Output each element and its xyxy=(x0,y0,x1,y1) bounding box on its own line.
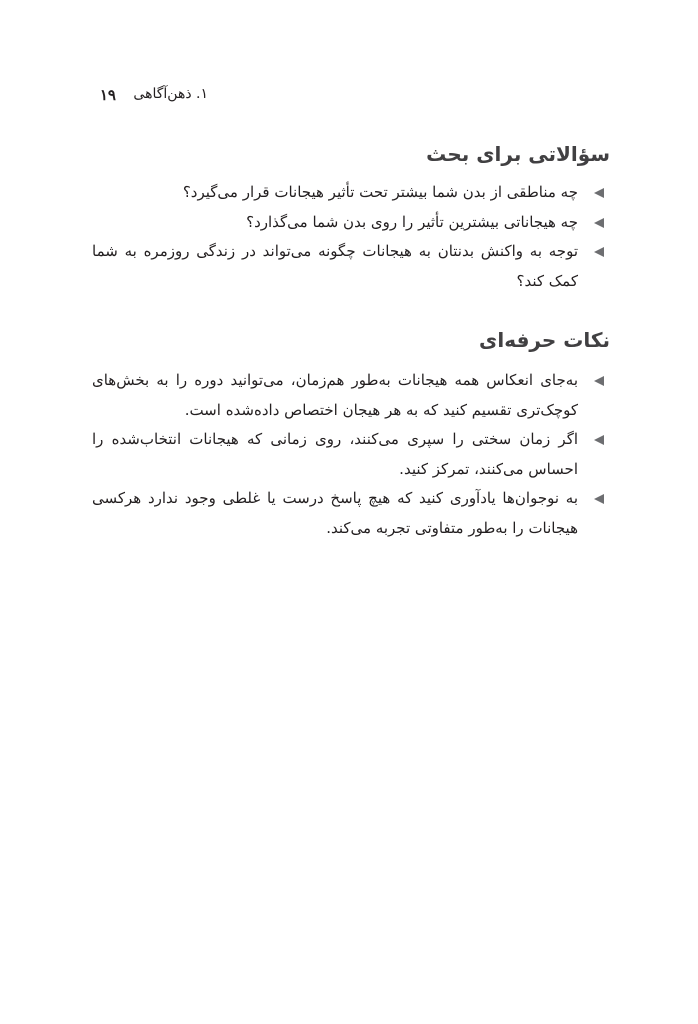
triangle-left-icon xyxy=(594,218,604,228)
triangle-left-icon xyxy=(594,188,604,198)
chapter-title: ۱. ذهن‌آگاهی xyxy=(133,86,208,102)
list-item-text: چه هیجاناتی بیشترین تأثیر را روی بدن شما می‌گذارد؟ xyxy=(246,212,578,231)
list-item xyxy=(92,237,604,296)
list-item-text: به نوجوان‌ها یادآوری کنید که هیچ پاسخ درست یا غلطی وجود ندارد هرکسی هیجانات را به‌طور متفاوتی تجربه می‌کند. xyxy=(92,489,578,537)
list-item xyxy=(92,178,604,208)
triangle-left-icon xyxy=(594,247,604,257)
discussion-list xyxy=(92,178,604,296)
triangle-left-icon xyxy=(594,435,604,445)
list-item xyxy=(92,484,604,543)
list-item-text: چه مناطقی از بدن شما بیشتر تحت تأثیر هیجانات قرار می‌گیرد؟ xyxy=(182,183,578,201)
triangle-left-icon xyxy=(594,494,604,504)
tips-list xyxy=(92,366,604,543)
list-item-text: توجه به واکنش بدنتان به هیجانات چگونه می‌تواند در زندگی روزمره به شما کمک کند؟ xyxy=(92,242,578,290)
list-item-text: به‌جای انعکاس همه هیجانات به‌طور هم‌زمان، می‌توانید دوره را به بخش‌های کوچک‌تری تقسیم کنید که به هر هیجان اختصاص داده‌شده است. xyxy=(92,371,578,419)
page-number: ۱۹ xyxy=(99,86,116,104)
list-item xyxy=(92,425,604,484)
triangle-left-icon xyxy=(594,376,604,386)
tips-heading: نکات حرفه‌ای xyxy=(479,328,610,352)
list-item xyxy=(92,208,604,238)
discussion-heading: سؤالاتی برای بحث xyxy=(426,142,610,166)
running-head xyxy=(0,86,698,110)
list-item xyxy=(92,366,604,425)
list-item-text: اگر زمان سختی را سپری می‌کنند، روی زمانی که هیجانات انتخاب‌شده را احساس می‌کنند، تمرکز کنید. xyxy=(92,430,579,478)
